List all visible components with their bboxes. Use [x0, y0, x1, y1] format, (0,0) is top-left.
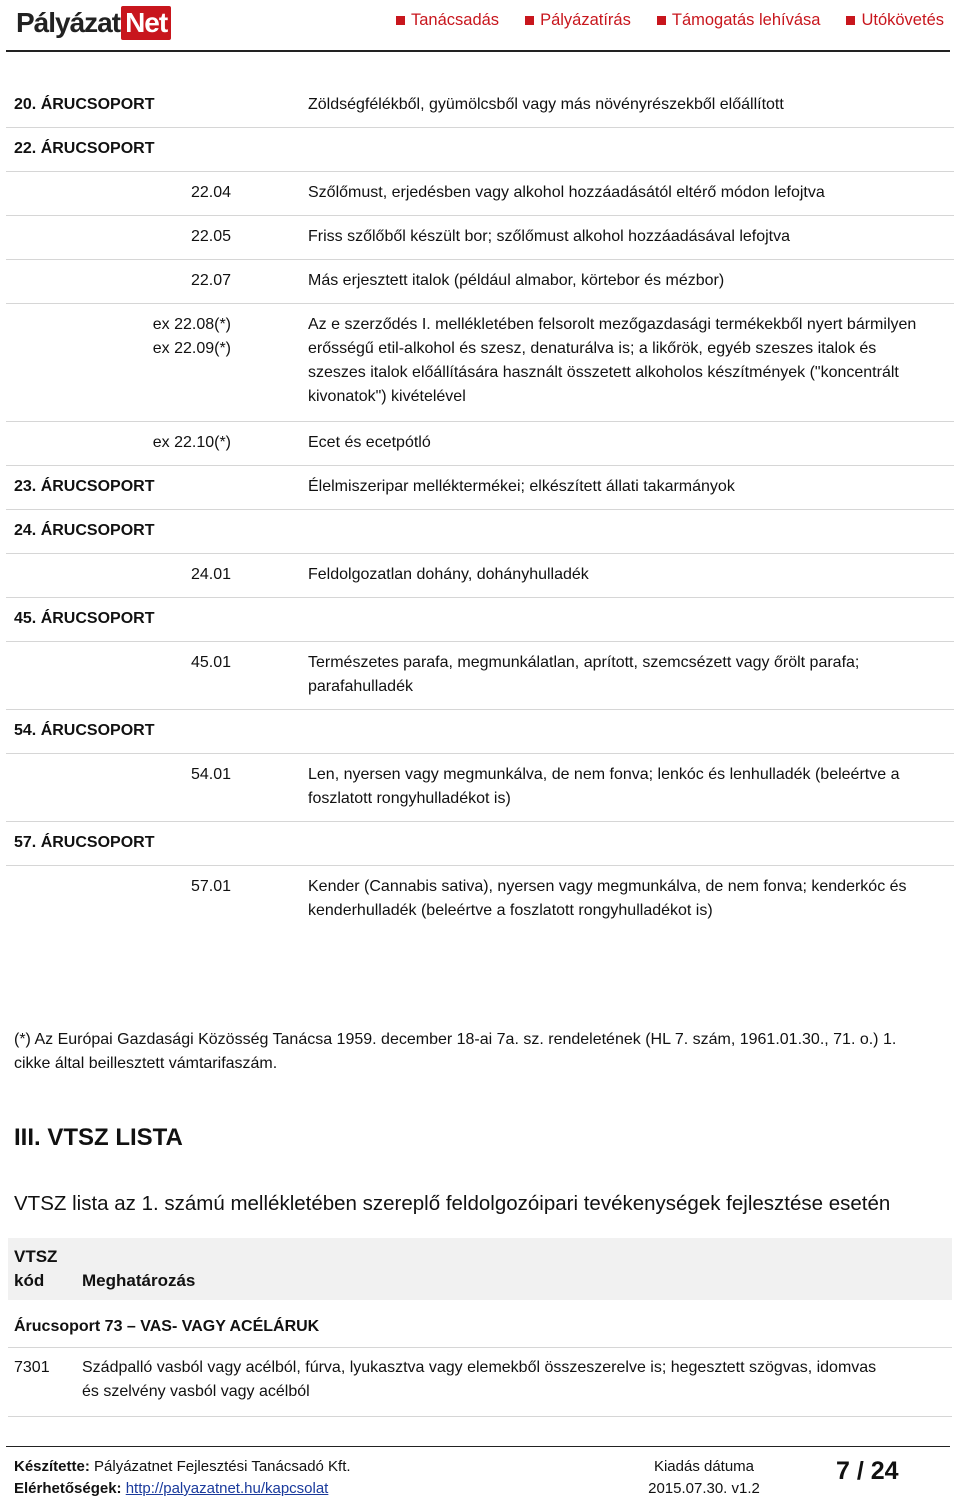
- header-line: VTSZ: [14, 1247, 58, 1266]
- square-bullet-icon: [846, 16, 855, 25]
- footer-left: [14, 1456, 514, 1500]
- table-row: [6, 84, 954, 128]
- table-cell-desc: Kender (Cannabis sativa), nyersen vagy megmunkálva, de nem fonva; kenderkóc és kenderhulladék (beleértve a foszlatott rongyhulladékot is): [308, 878, 907, 919]
- table-cell-desc: Szádpalló vasból vagy acélból, fúrva, lyukasztva vagy elemekből összeszerelve is; hegesztett szögvas, idomvas és szelvény vasból vagy acélból: [82, 1348, 952, 1417]
- table-cell-desc: [304, 510, 954, 554]
- square-bullet-icon: [396, 16, 405, 25]
- table-cell-code: 22.07: [190, 272, 231, 289]
- table-cell-desc: [304, 822, 954, 866]
- nav-item-palyazatiras[interactable]: [525, 11, 631, 30]
- issue-label: Kiadás dátuma: [653, 1458, 755, 1475]
- table-row: [6, 216, 954, 260]
- table-cell-code: 57.01: [190, 878, 231, 895]
- group-row: [8, 1300, 952, 1348]
- table-cell-code: [6, 304, 304, 422]
- nav-item-utokovetes[interactable]: [846, 11, 944, 30]
- nav-item-label: Pályázatírás: [540, 11, 631, 29]
- table-cell-code: 54. ÁRUCSOPORT: [14, 722, 155, 739]
- table-row: [6, 422, 954, 466]
- vtsz-table: [8, 1238, 952, 1417]
- table-row: [6, 642, 954, 710]
- table-cell-code: 22.04: [190, 184, 231, 201]
- table-cell-desc: Ecet és ecetpótló: [308, 434, 431, 451]
- table-cell-code: 7301: [8, 1348, 82, 1417]
- table-row: [6, 822, 954, 866]
- table-row: [6, 710, 954, 754]
- table-row: [6, 598, 954, 642]
- nav-item-tanacsadas[interactable]: [396, 11, 499, 30]
- contact-label: Elérhetőségek:: [14, 1480, 122, 1497]
- table-row: [6, 866, 954, 934]
- author-label: Készítette:: [14, 1458, 90, 1475]
- page-header: [0, 0, 960, 52]
- table-cell-code: 20. ÁRUCSOPORT: [14, 96, 155, 113]
- author-value: Pályázatnet Fejlesztési Tanácsadó Kft.: [94, 1458, 351, 1475]
- logo-box-text: Net: [121, 6, 171, 40]
- table-row: [6, 304, 954, 422]
- nav-item-tamogatas-lehivasa[interactable]: [657, 11, 821, 30]
- table-cell-desc: Szőlőmust, erjedésben vagy alkohol hozzáadásától eltérő módon lefojtva: [308, 184, 825, 201]
- page-number: 7 / 24: [836, 1457, 899, 1485]
- column-header-code: [8, 1238, 82, 1300]
- table-cell-desc: Természetes parafa, megmunkálatlan, aprított, szemcsézett vagy őrölt parafa; parafahulladék: [308, 654, 860, 695]
- top-nav: [396, 11, 944, 30]
- issue-value: 2015.07.30. v1.2: [648, 1480, 760, 1497]
- footnote: (*) Az Európai Gazdasági Közösség Tanácsa 1959. december 18-ai 7a. sz. rendeletének (HL 7. szám, 1961.01.30., 71. o.) 1. cikke által beillesztett vámtarifaszám.: [14, 1031, 897, 1072]
- table-cell-code: 22. ÁRUCSOPORT: [14, 140, 155, 157]
- footer-divider: [6, 1446, 950, 1447]
- table-row: [8, 1348, 952, 1417]
- logo-main-text: Pályázat: [16, 7, 121, 38]
- nav-item-label: Tanácsadás: [411, 11, 500, 29]
- table-cell-code: 45. ÁRUCSOPORT: [14, 610, 155, 627]
- table-cell-code: 24.01: [190, 566, 231, 583]
- table-row: [6, 466, 954, 510]
- table-cell-desc: Zöldségfélékből, gyümölcsből vagy más növényrészekből előállított: [308, 96, 784, 113]
- code-line: ex 22.08(*): [152, 316, 231, 333]
- table-row: [6, 554, 954, 598]
- nav-item-label: Utókövetés: [861, 11, 944, 29]
- table-row: [6, 128, 954, 172]
- table-cell-code: 24. ÁRUCSOPORT: [14, 522, 155, 539]
- table-cell-code: 57. ÁRUCSOPORT: [14, 834, 155, 851]
- table-cell-desc: Friss szőlőből készült bor; szőlőmust alkohol hozzáadásával lefojtva: [308, 228, 791, 245]
- section-subtitle: VTSZ lista az 1. számú mellékletében szereplő feldolgozóipari tevékenységek fejlesztése esetén: [14, 1192, 891, 1215]
- code-line: ex 22.09(*): [152, 340, 231, 357]
- palyazatnet-logo[interactable]: [16, 5, 171, 41]
- table-cell-code: 45.01: [190, 654, 231, 671]
- square-bullet-icon: [657, 16, 666, 25]
- table-row: [6, 510, 954, 554]
- table-cell-desc: [304, 128, 954, 172]
- table-cell-code: 54.01: [190, 766, 231, 783]
- group-label: Árucsoport 73 – VAS- VAGY ACÉLÁRUK: [8, 1300, 952, 1348]
- footer-author: [14, 1456, 514, 1478]
- table-cell-code: 22.05: [190, 228, 231, 245]
- table-cell-desc: [304, 710, 954, 754]
- table-cell-desc: Az e szerződés I. mellékletében felsorolt mezőgazdasági termékekből nyert bármilyen erősségű etil-alkohol és szesz, denaturálva is; a likőrök, egyéb szeszes italok és szeszes italok előállítására használt összetett alkoholos készítmények ("koncentrált kivonatok") kivételével: [308, 316, 917, 405]
- section-title: III. VTSZ LISTA: [14, 1124, 183, 1151]
- contact-link[interactable]: http://palyazatnet.hu/kapcsolat: [125, 1480, 329, 1497]
- table-cell-desc: Feldolgozatlan dohány, dohányhulladék: [308, 566, 589, 583]
- header-line: kód: [14, 1271, 45, 1290]
- table-cell-code: 23. ÁRUCSOPORT: [14, 478, 155, 495]
- footer-contact: [14, 1478, 514, 1500]
- nav-item-label: Támogatás lehívása: [671, 11, 821, 29]
- header-divider: [6, 50, 950, 52]
- table-row: [6, 754, 954, 822]
- table-cell-desc: Len, nyersen vagy megmunkálva, de nem fonva; lenkóc és lenhulladék (beleértve a foszlatott rongyhulladékot is): [308, 766, 900, 807]
- table-cell-desc: Más erjesztett italok (például almabor, körtebor és mézbor): [308, 272, 725, 289]
- table-cell-code: ex 22.10(*): [152, 434, 231, 451]
- footer-issue: [644, 1456, 764, 1500]
- table-header-row: [8, 1238, 952, 1300]
- product-group-table: [6, 84, 954, 933]
- square-bullet-icon: [525, 16, 534, 25]
- table-row: [6, 172, 954, 216]
- table-cell-desc: [304, 598, 954, 642]
- table-row: [6, 260, 954, 304]
- column-header-desc: Meghatározás: [82, 1238, 952, 1300]
- table-cell-desc: Élelmiszeripar melléktermékei; elkészített állati takarmányok: [308, 478, 735, 495]
